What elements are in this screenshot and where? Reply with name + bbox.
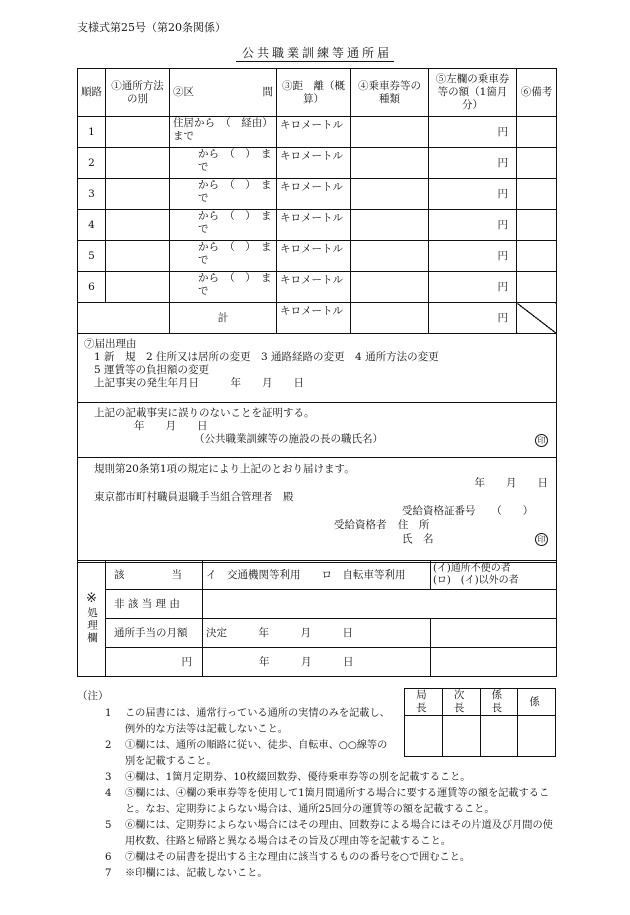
distance-cell[interactable]: キロメートル xyxy=(277,272,351,303)
inconvenient-option-a[interactable]: (イ)通所不便の者 xyxy=(433,563,511,574)
reason-options-1[interactable]: 1 新 規 2 住所又は居所の変更 3 通路経路の変更 4 通所方法の変更 xyxy=(94,351,439,363)
table-row xyxy=(78,148,557,179)
total-remarks-crossed xyxy=(517,303,557,334)
monthly-amount[interactable]: 円 xyxy=(106,648,203,677)
note-item: 5 ⑥欄には、定期券によらない場合にはその理由、回数券による場合にはその片道及び月間の使用枚数、往路と帰路と異なる場合はその旨及び理由等を記載すること。 xyxy=(105,820,553,847)
section-cell[interactable]: から （ ） まで xyxy=(170,210,277,241)
col-section: ②区 間 xyxy=(170,69,277,117)
fare-cell[interactable]: 円 xyxy=(429,179,517,210)
notice-section xyxy=(78,458,557,563)
processing-table xyxy=(77,560,557,677)
name-field[interactable]: 氏 名 xyxy=(402,533,434,545)
col-order: 順路 xyxy=(78,69,106,117)
non-applicable-field[interactable] xyxy=(203,590,557,619)
certify-official: （公共職業訓練等の施設の長の職氏名） xyxy=(194,433,383,445)
method-cell[interactable] xyxy=(106,210,170,241)
distance-cell[interactable]: キロメートル xyxy=(277,117,351,148)
monthly-label: 通所手当の月額 xyxy=(106,619,203,648)
commute-table xyxy=(77,68,557,563)
remarks-cell[interactable] xyxy=(517,210,557,241)
total-ticket xyxy=(351,303,429,334)
approval-header: 係 xyxy=(518,689,556,716)
notes-heading: （注） xyxy=(77,690,109,702)
col-remarks: ⑥備考 xyxy=(517,69,557,117)
total-label: 計 xyxy=(170,303,277,334)
distance-cell[interactable]: キロメートル xyxy=(277,148,351,179)
note-item: 7 ※印欄には、記載しないこと。 xyxy=(105,868,268,879)
row-number: 6 xyxy=(78,272,106,303)
distance-cell[interactable]: キロメートル xyxy=(277,210,351,241)
reason-section xyxy=(78,334,557,403)
remarks-cell[interactable] xyxy=(517,179,557,210)
remarks-cell[interactable] xyxy=(517,272,557,303)
method-cell[interactable] xyxy=(106,241,170,272)
decision-blank xyxy=(431,619,557,648)
processing-label: ※ 処理欄 xyxy=(78,561,106,677)
note-item: 6 ⑦欄はその届書を提出する主な理由に該当するものの番号を○で囲むこと。 xyxy=(105,852,471,863)
section-cell[interactable]: から （ ） まで xyxy=(170,148,277,179)
ticket-cell[interactable] xyxy=(351,210,429,241)
seal-mark: 印 xyxy=(535,434,548,447)
fare-cell[interactable]: 円 xyxy=(429,210,517,241)
seal-mark: 印 xyxy=(535,533,548,546)
applicable-options[interactable]: イ 交通機関等利用 ロ 自転車等利用 xyxy=(203,561,431,590)
fare-cell[interactable]: 円 xyxy=(429,117,517,148)
row-number: 2 xyxy=(78,148,106,179)
row-number: 1 xyxy=(78,117,106,148)
method-cell[interactable] xyxy=(106,272,170,303)
row-number: 4 xyxy=(78,210,106,241)
total-fare[interactable]: 円 xyxy=(429,303,517,334)
notice-text: 規則第20条第1項の規定により上記のとおり届けます。 xyxy=(94,463,355,475)
remarks-cell[interactable] xyxy=(517,241,557,272)
fare-cell[interactable]: 円 xyxy=(429,272,517,303)
approval-header: 次 長 xyxy=(442,689,480,716)
applicable-label: 該 当 xyxy=(106,561,203,590)
address-field[interactable]: 住 所 xyxy=(397,519,430,531)
section-cell[interactable]: から （ ） まで xyxy=(170,241,277,272)
method-cell[interactable] xyxy=(106,117,170,148)
approval-header: 係 長 xyxy=(480,689,518,716)
distance-cell[interactable]: キロメートル xyxy=(277,241,351,272)
remarks-cell[interactable] xyxy=(517,148,557,179)
table-row xyxy=(78,179,557,210)
method-cell[interactable] xyxy=(106,179,170,210)
method-cell[interactable] xyxy=(106,148,170,179)
total-row xyxy=(78,303,557,334)
cert-number[interactable]: 受給資格証番号 （ ） xyxy=(402,505,534,517)
second-date[interactable]: 年 月 日 xyxy=(203,648,431,677)
col-ticket-type: ④乗車券等の種類 xyxy=(351,69,429,117)
table-row xyxy=(78,241,557,272)
reason-date[interactable]: 上記事実の発生年月日 年 月 日 xyxy=(94,377,304,389)
distance-cell[interactable]: キロメートル xyxy=(277,179,351,210)
total-distance[interactable]: キロメートル xyxy=(277,303,351,334)
qualifier-label: 受給資格者 xyxy=(334,519,387,531)
row-number: 3 xyxy=(78,179,106,210)
second-blank xyxy=(431,648,557,677)
note-item: 4 ⑤欄には、④欄の乗車券等を使用して1箇月間通所する場合に要する運賃等の額を記載すること。なお、定期券によらない場合は、通所25回分の運賃等の額を記載すること。 xyxy=(105,788,550,815)
note-item: 3 ④欄は、1箇月定期券、10枚綴回数券、優待乗車券等の別を記載すること。 xyxy=(105,772,471,783)
table-row xyxy=(78,272,557,303)
certify-text: 上記の記載事実に誤りのないことを証明する。 xyxy=(94,407,315,419)
total-blank xyxy=(78,303,170,334)
page-title: 公共職業訓練等通所届 xyxy=(0,44,630,61)
notes-list xyxy=(105,706,560,882)
notice-date[interactable]: 年 月 日 xyxy=(474,477,548,489)
ticket-cell[interactable] xyxy=(351,179,429,210)
certify-section xyxy=(78,403,557,458)
ticket-cell[interactable] xyxy=(351,148,429,179)
col-distance: ③距 離（概算） xyxy=(277,69,351,117)
row-number: 5 xyxy=(78,241,106,272)
ticket-cell[interactable] xyxy=(351,117,429,148)
decision-date[interactable]: 決定 年 月 日 xyxy=(203,619,431,648)
ticket-cell[interactable] xyxy=(351,272,429,303)
approval-header: 局 長 xyxy=(405,689,443,716)
fare-cell[interactable]: 円 xyxy=(429,241,517,272)
ticket-cell[interactable] xyxy=(351,241,429,272)
section-cell[interactable]: から （ ） まで xyxy=(170,272,277,303)
note-item: 2 ①欄には、通所の順路に従い、徒歩、自転車、○○線等の別を記載すること。 xyxy=(105,740,388,767)
section-cell[interactable]: から （ ） まで xyxy=(170,179,277,210)
col-fare: ⑤左欄の乗車券等の額（1箇月分） xyxy=(429,69,517,117)
form-reference: 支様式第25号（第20条関係） xyxy=(77,21,226,34)
non-applicable-label: 非 該 当 理 由 xyxy=(106,590,203,619)
col-method: ①通所方法の別 xyxy=(106,69,170,117)
inconvenient-option-b[interactable]: (ロ) (イ)以外の者 xyxy=(433,575,519,586)
note-item: 1 この届書には、通常行っている通所の実情のみを記載し、例外的な方法等は記載しないこと。 xyxy=(105,708,390,735)
remarks-cell[interactable] xyxy=(517,117,557,148)
section-cell[interactable]: 住居から （ 経由） まで xyxy=(170,117,277,148)
reason-title: ⑦届出理由 xyxy=(84,338,137,350)
table-row xyxy=(78,210,557,241)
table-row xyxy=(78,117,557,148)
reason-options-2[interactable]: 5 運賃等の負担額の変更 xyxy=(94,364,210,376)
notice-addressee: 東京都市町村職員退職手当組合管理者 殿 xyxy=(94,491,294,503)
fare-cell[interactable]: 円 xyxy=(429,148,517,179)
certify-date[interactable]: 年 月 日 xyxy=(134,420,208,432)
